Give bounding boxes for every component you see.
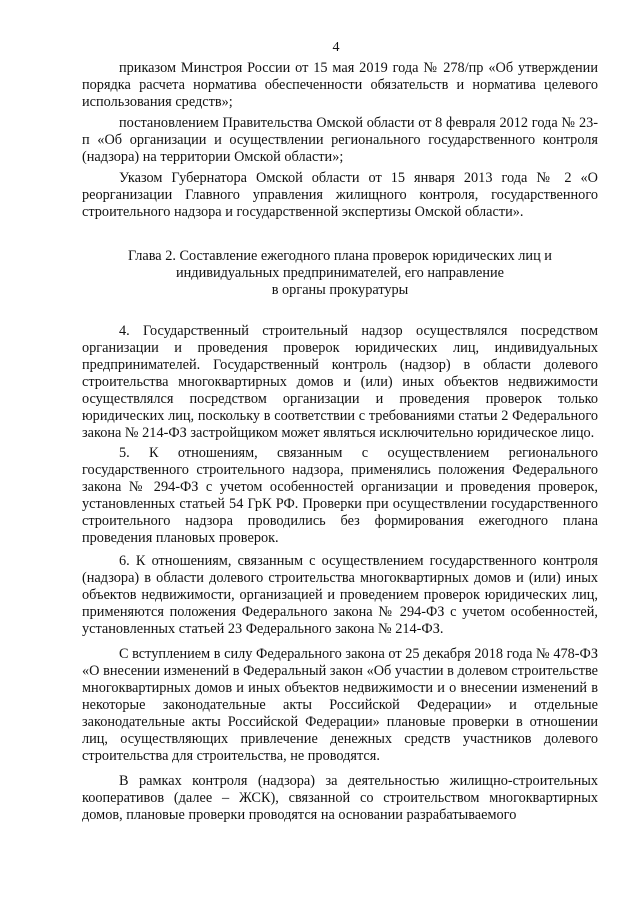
- paragraph-law-478: С вступлением в силу Федерального закона от 25 декабря 2018 года № 478-ФЗ «О внесении изменений в Федеральный закон «Об участии в долевом строительстве многоквартирных домов и иных объектов недвижимости и о внесении изменений в некоторые законодательные акты Российской Федерации» и отдельные законодательные акты Российской Федерации» плановые проверки в отношении лиц, осуществляющих привлечение денежных средств участников долевого строительства для строительства, не проводятся.: [82, 646, 598, 764]
- chapter-heading-line-1: Глава 2. Составление ежегодного плана проверок юридических лиц и: [128, 248, 552, 264]
- chapter-heading-line-2: индивидуальных предпринимателей, его направление: [176, 265, 504, 281]
- paragraph-4: 4. Государственный строительный надзор осуществлялся посредством организации и проведения проверок юридических лиц, индивидуальных предпринимателей. Государственный контроль (надзор) в области долевого строительства многоквартирных домов и (или) иных объектов недвижимости осуществлялся посредством организации и проведения проверок только юридических лиц, поскольку в соответствии с требованиями статьи 2 Федерального закона № 214-ФЗ застройщиком может являться исключительно юридическое лицо.: [82, 323, 598, 441]
- intro-item-1: приказом Минстроя России от 15 мая 2019 года № 278/пр «Об утверждении порядка расчета норматива обеспеченности обязательств и норматива целевого использования средств»;: [82, 60, 598, 110]
- paragraph-5: 5. К отношениям, связанным с осуществлением регионального государственного строительного надзора, применялись положения Федерального закона № 294-ФЗ с учетом особенностей организации и проведения проверок, установленных статьей 54 ГрК РФ. Проверки при осуществлении государственного строительного надзора проводились без формирования ежегодного плана проведения плановых проверок.: [82, 445, 598, 546]
- page-number: 4: [332, 40, 340, 55]
- chapter-heading: [82, 248, 598, 299]
- chapter-heading-line-3: в органы прокуратуры: [271, 282, 409, 298]
- document-body: [82, 60, 598, 824]
- paragraph-zhsk: В рамках контроля (надзора) за деятельностью жилищно-строительных кооперативов (далее – ЖСК), связанной со строительством многоквартирных домов, плановые проверки проводятся на основании разрабатываемого: [82, 773, 598, 823]
- intro-item-2: постановлением Правительства Омской области от 8 февраля 2012 года № 23-п «Об организации и осуществлении регионального государственного контроля (надзора) на территории Омской области»;: [82, 115, 598, 165]
- paragraph-6: 6. К отношениям, связанным с осуществлением государственного контроля (надзора) в области долевого строительства многоквартирных домов и (или) иных объектов недвижимости, организацией и проведением проверок юридических лиц, применяются положения Федерального закона № 294-ФЗ с учетом особенностей, установленных статьей 23 Федерального закона № 214-ФЗ.: [82, 553, 598, 637]
- intro-item-3: Указом Губернатора Омской области от 15 января 2013 года № 2 «О реорганизации Главного управления жилищного контроля, государственного строительного надзора и государственной экспертизы Омской области».: [82, 170, 598, 220]
